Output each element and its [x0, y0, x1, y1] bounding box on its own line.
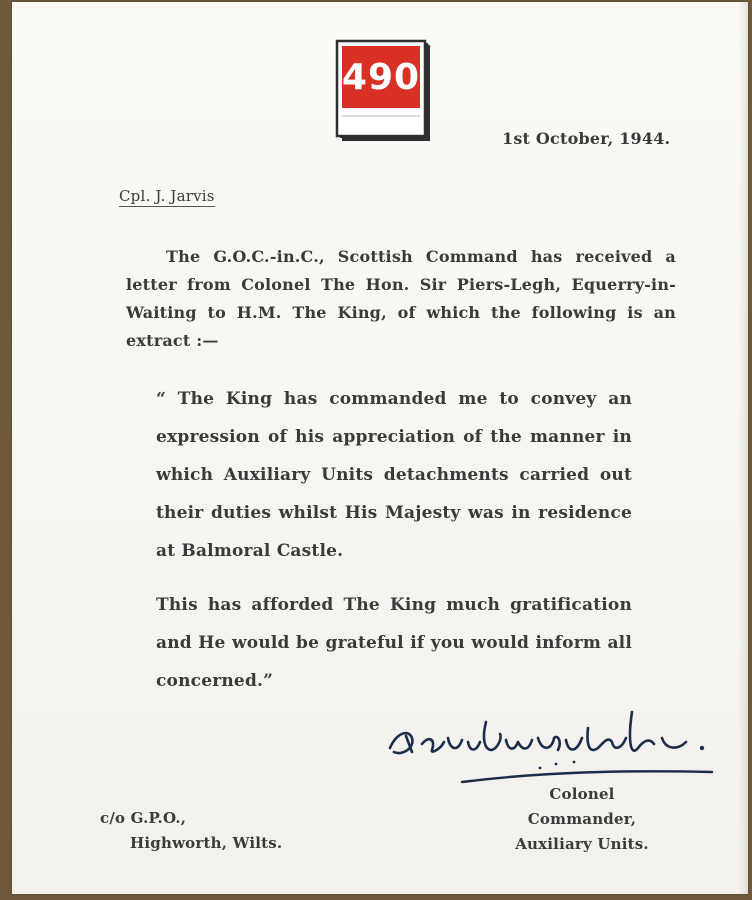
- quote-paragraph-1: “ The King has commanded me to convey an expression of his appreciation of the manner in which Auxiliary Units detachments carried out their duties whilst His Majesty was in residence at Balmoral Castle.: [156, 389, 632, 561]
- logo-number: 490: [341, 56, 421, 98]
- quote-paragraph-2: This has afforded The King much gratification and He would be grateful if you would inform all concerned.”: [156, 595, 632, 691]
- recipient-name: Cpl. J. Jarvis: [119, 187, 215, 205]
- letter-page: [12, 2, 748, 894]
- sender-address: [100, 806, 282, 856]
- intro-paragraph: The G.O.C.-in.C., Scottish Command has received a letter from Colonel The Hon. Sir Piers-Legh, Equerry-in-Waiting to H.M. The King, of which the following is an extract :—: [126, 247, 676, 350]
- address-line-1: c/o G.P.O.,: [100, 809, 187, 827]
- address-line-2: Highworth, Wilts.: [130, 834, 283, 852]
- signatory-unit: Auxiliary Units.: [515, 835, 649, 853]
- signatory-role: Commander,: [527, 810, 637, 828]
- signatory-rank: Colonel: [549, 785, 615, 803]
- signatory-title: [482, 782, 682, 857]
- unit-logo: [334, 38, 434, 146]
- letter-date: 1st October, 1944.: [502, 129, 671, 148]
- paper-edge-shadow: [738, 2, 748, 894]
